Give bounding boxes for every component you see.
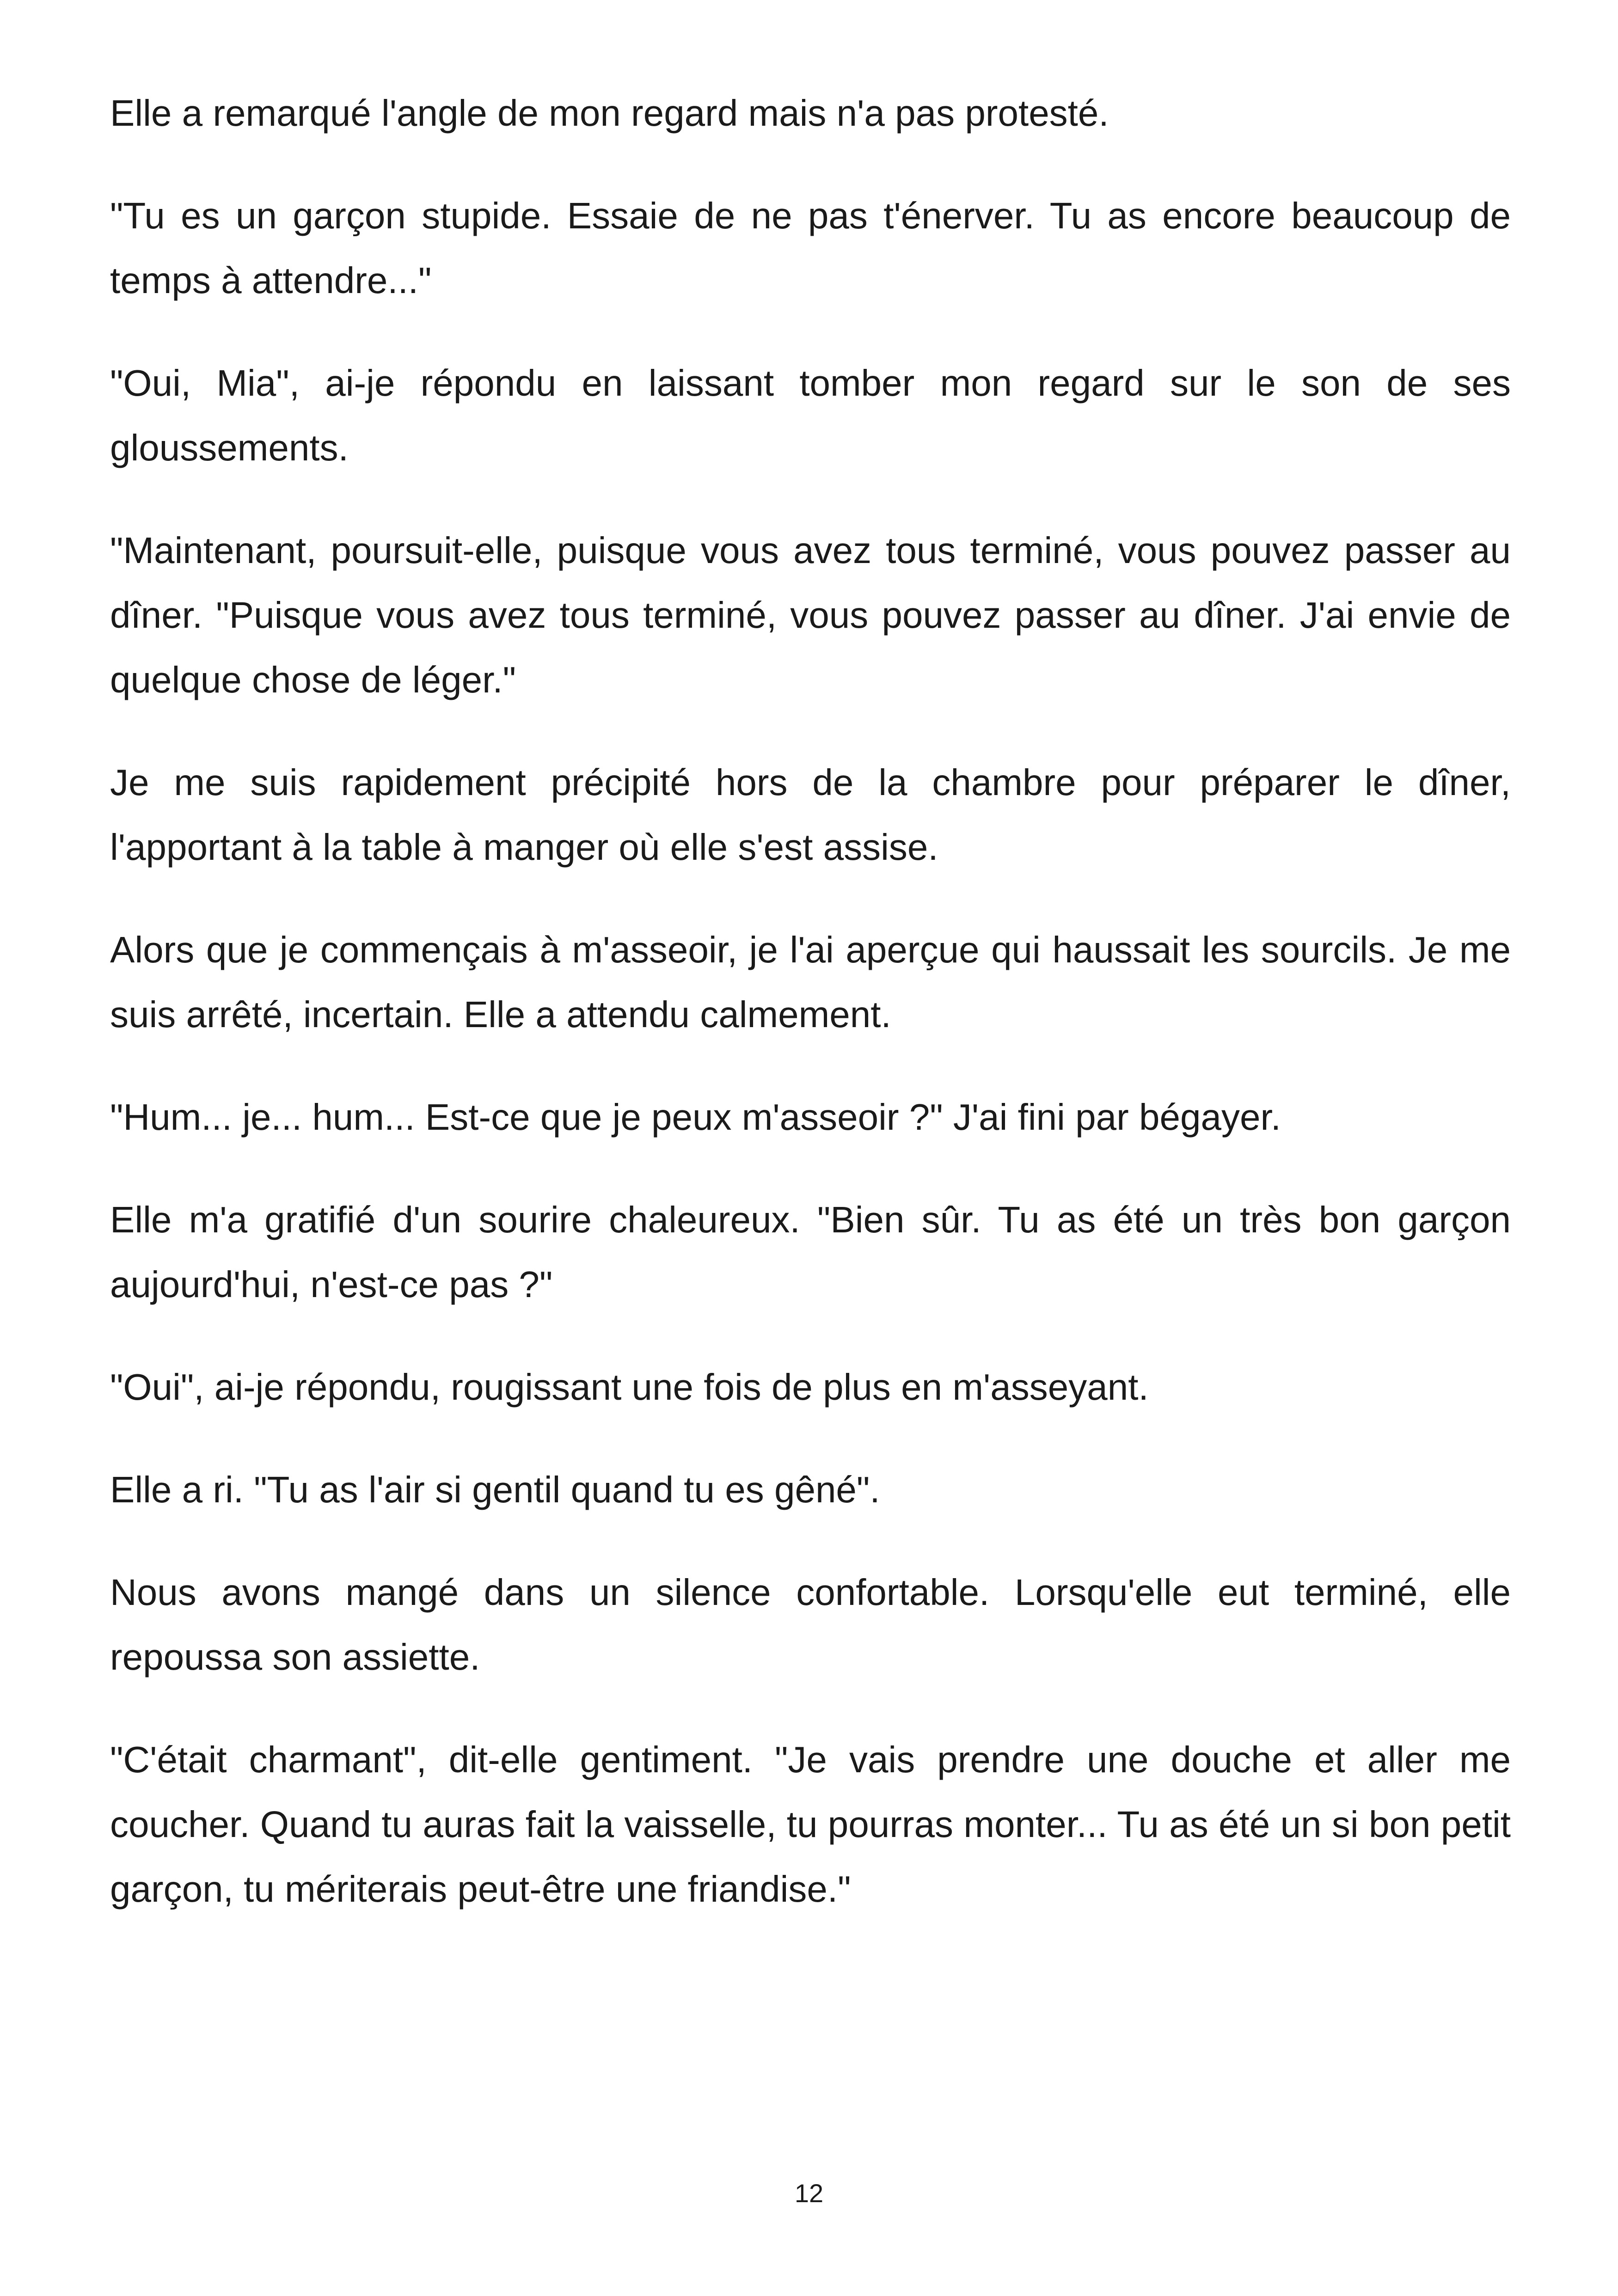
paragraph: "Maintenant, poursuit-elle, puisque vous avez tous terminé, vous pouvez passer au dîner. "Puisque vous avez tous terminé, vous pouvez passer au dîner. J'ai envie de quelque chose de léger." bbox=[110, 530, 1511, 700]
paragraph: Je me suis rapidement précipité hors de la chambre pour préparer le dîner, l'apportant à la table à manger où elle s'est assise. bbox=[110, 762, 1511, 868]
paragraph: Alors que je commençais à m'asseoir, je l'ai aperçue qui haussait les sourcils. Je me suis arrêté, incertain. Elle a attendu calmement. bbox=[110, 929, 1511, 1035]
paragraph: "Tu es un garçon stupide. Essaie de ne pas t'énerver. Tu as encore beaucoup de temps à attendre..." bbox=[110, 195, 1511, 301]
paragraph: "Oui, Mia", ai-je répondu en laissant tomber mon regard sur le son de ses gloussements. bbox=[110, 362, 1511, 468]
paragraph: "C'était charmant", dit-elle gentiment. "Je vais prendre une douche et aller me coucher. Quand tu auras fait la vaisselle, tu pourras monter... Tu as été un si bon petit garçon, tu mériterais peut-être une friandise." bbox=[110, 1739, 1511, 1910]
page-number: 12 bbox=[794, 2179, 824, 2208]
paragraph: Elle a remarqué l'angle de mon regard mais n'a pas protesté. bbox=[110, 92, 1109, 134]
paragraph: Elle a ri. "Tu as l'air si gentil quand tu es gêné". bbox=[110, 1469, 880, 1510]
paragraph: Nous avons mangé dans un silence confortable. Lorsqu'elle eut terminé, elle repoussa son assiette. bbox=[110, 1572, 1511, 1678]
paragraph: Elle m'a gratifié d'un sourire chaleureux. "Bien sûr. Tu as été un très bon garçon aujourd'hui, n'est-ce pas ?" bbox=[110, 1199, 1511, 1305]
body-text bbox=[110, 81, 1511, 1922]
paragraph: "Hum... je... hum... Est-ce que je peux m'asseoir ?" J'ai fini par bégayer. bbox=[110, 1096, 1281, 1138]
paragraph: "Oui", ai-je répondu, rougissant une fois de plus en m'asseyant. bbox=[110, 1366, 1149, 1408]
